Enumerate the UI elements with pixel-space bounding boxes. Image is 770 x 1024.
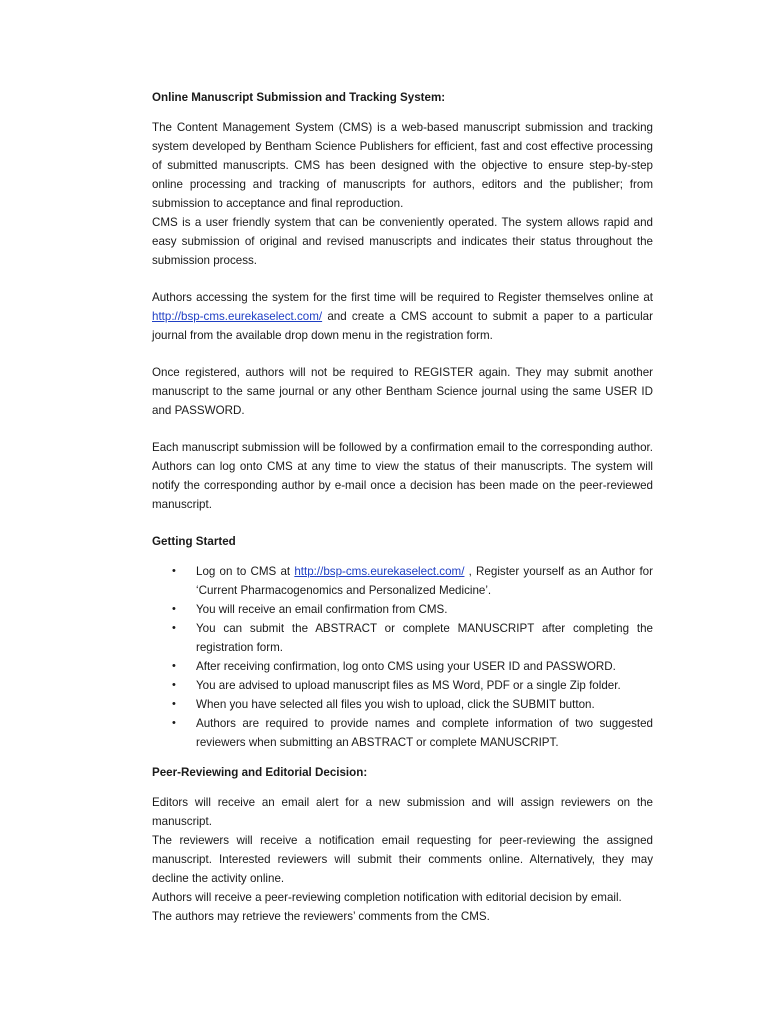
cms-link[interactable]: http://bsp-cms.eurekaselect.com/: [152, 310, 323, 323]
register-paragraph: [152, 288, 653, 345]
bullet-icon: •: [172, 603, 176, 615]
bullet-icon: •: [172, 660, 176, 672]
cms-link[interactable]: http://bsp-cms.eurekaselect.com/: [294, 565, 465, 578]
list-item: [152, 714, 653, 752]
list-item-text: , Register yourself as an Author for ‘Current Pharmacogenomics and Personalized Medicine’.: [196, 565, 653, 597]
list-item-text: After receiving confirmation, log onto CMS using your USER ID and PASSWORD.: [196, 660, 616, 673]
document-page: [152, 88, 653, 926]
intro-paragraph: The Content Management System (CMS) is a web-based manuscript submission and tracking system developed by Bentham Science Publishers for efficient, fast and cost effective processing of submitted manuscripts. CMS has been designed with the objective to ensure step-by-step online processing and tracking of manuscripts for authors, editors and the publisher; from submission to acceptance and final reproduction.: [152, 121, 653, 210]
list-item-text: You are advised to upload manuscript files as MS Word, PDF or a single Zip folder.: [196, 679, 621, 692]
list-item-text: When you have selected all files you wish to upload, click the SUBMIT button.: [196, 698, 595, 711]
intro-paragraph-2: CMS is a user friendly system that can be conveniently operated. The system allows rapid and easy submission of original and revised manuscripts and indicates their status throughout the submission process.: [152, 216, 653, 267]
document-title: Online Manuscript Submission and Tracking System:: [152, 91, 446, 104]
getting-started-heading: Getting Started: [152, 535, 236, 548]
list-item: [152, 657, 653, 676]
list-item: [152, 676, 653, 695]
peer-review-paragraph: Editors will receive an email alert for a new submission and will assign reviewers on the manuscript.: [152, 796, 653, 828]
register-text-after: and create a CMS account to submit a paper to a particular journal from the available drop down menu in the registration form.: [152, 310, 653, 342]
peer-review-paragraph: The authors may retrieve the reviewers’ comments from the CMS.: [152, 910, 490, 923]
bullet-icon: •: [172, 717, 176, 729]
confirmation-paragraph: Each manuscript submission will be followed by a confirmation email to the corresponding author. Authors can log onto CMS at any time to view the status of their manuscripts. The system will notify the corresponding author by e-mail once a decision has been made on the peer-reviewed manuscript.: [152, 441, 653, 511]
peer-review-heading: Peer-Reviewing and Editorial Decision:: [152, 766, 368, 779]
list-item: [152, 695, 653, 714]
list-item-text: You will receive an email confirmation from CMS.: [196, 603, 448, 616]
list-item-text: Authors are required to provide names and complete information of two suggested reviewers when submitting an ABSTRACT or complete MANUSCRIPT.: [196, 717, 653, 749]
list-item-text: You can submit the ABSTRACT or complete MANUSCRIPT after completing the registration form.: [196, 622, 653, 654]
peer-review-paragraph: The reviewers will receive a notification email requesting for peer-reviewing the assigned manuscript. Interested reviewers will submit their comments online. Alternatively, they may decline the activity online.: [152, 834, 653, 885]
bullet-icon: •: [172, 565, 176, 577]
register-text-before: Authors accessing the system for the first time will be required to Register themselves online at: [152, 291, 653, 304]
bullet-icon: •: [172, 622, 176, 634]
bullet-icon: •: [172, 698, 176, 710]
bullet-icon: •: [172, 679, 176, 691]
list-item: [152, 562, 653, 600]
list-item-text: Log on to CMS at: [196, 565, 295, 578]
list-item: [152, 619, 653, 657]
list-item: [152, 600, 653, 619]
getting-started-list: [152, 562, 653, 752]
peer-review-paragraph: Authors will receive a peer-reviewing completion notification with editorial decision by email.: [152, 891, 622, 904]
registered-paragraph: Once registered, authors will not be required to REGISTER again. They may submit another manuscript to the same journal or any other Bentham Science journal using the same USER ID and PASSWORD.: [152, 366, 653, 417]
